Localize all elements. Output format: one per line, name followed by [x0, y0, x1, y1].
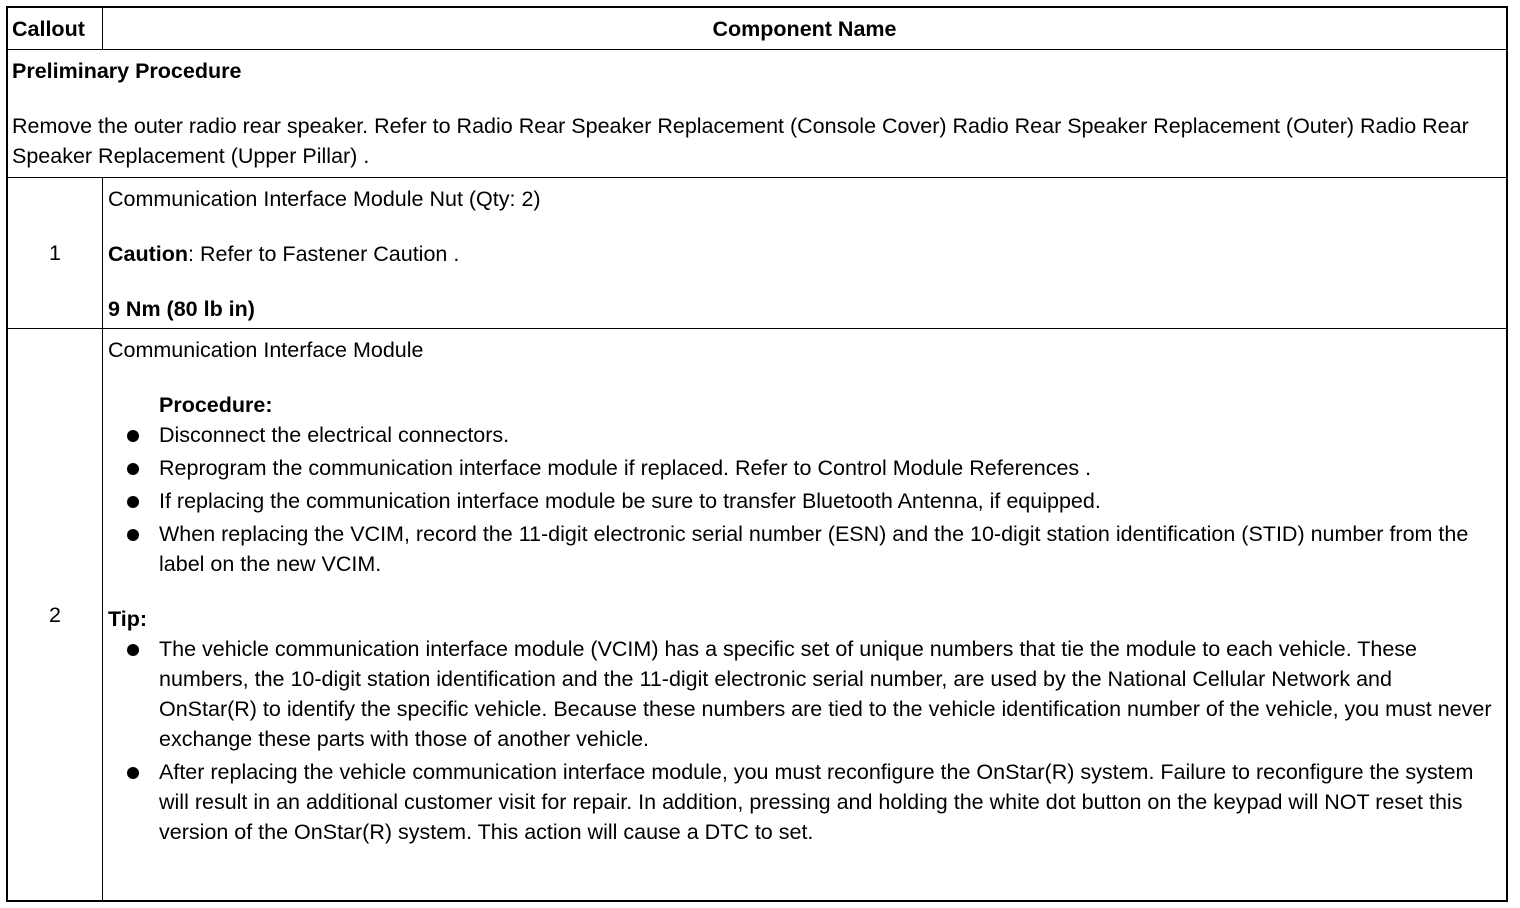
list-item: After replacing the vehicle communication interface module, you must reconfigure the OnStar(R) system. Failure to reconfigure the system will result in an additional customer visit for repair. In addition, pressing and holding the white dot button on the keypad will NOT reset this version of the OnStar(R) system. This action will cause a DTC to set. — [108, 757, 1494, 847]
list-item: Reprogram the communication interface module if replaced. Refer to Control Module References . — [108, 453, 1494, 483]
list-item: If replacing the communication interface module be sure to transfer Bluetooth Antenna, if equipped. — [108, 486, 1494, 516]
component-name-column-header: Component Name — [712, 16, 897, 41]
preliminary-procedure-row — [8, 50, 1506, 178]
callout-number: 2 — [8, 329, 103, 900]
table-row — [8, 178, 1506, 329]
caution-note — [108, 239, 1494, 269]
component-name: Communication Interface Module Nut (Qty: 2) — [108, 187, 541, 211]
preliminary-procedure-text: Remove the outer radio rear speaker. Refer to Radio Rear Speaker Replacement (Console Cover) Radio Rear Speaker Replacement (Outer) Radio Rear Speaker Replacement (Upper Pillar) . — [12, 114, 1469, 168]
caution-label: Caution — [108, 242, 189, 266]
callout-column-header: Callout — [8, 8, 103, 49]
component-table — [6, 6, 1508, 902]
list-item: When replacing the VCIM, record the 11-digit electronic serial number (ESN) and the 10-digit station identification (STID) number from the label on the new VCIM. — [108, 519, 1494, 579]
table-header-row — [8, 8, 1506, 50]
callout-number: 1 — [8, 178, 103, 328]
list-item: The vehicle communication interface module (VCIM) has a specific set of unique numbers that tie the module to each vehicle. These numbers, the 10-digit station identification and the 11-digit electronic serial number, are used by the National Cellular Network and OnStar(R) to identify the specific vehicle. Because these numbers are tied to the vehicle identification number of the vehicle, you must never exchange these parts with those of another vehicle. — [108, 634, 1494, 754]
preliminary-procedure-title: Preliminary Procedure — [12, 59, 242, 83]
table-row — [8, 329, 1506, 900]
procedure-steps-list — [108, 420, 1494, 579]
component-name: Communication Interface Module — [108, 338, 424, 362]
list-item: Disconnect the electrical connectors. — [108, 420, 1494, 450]
procedure-label: Procedure: — [159, 393, 273, 417]
torque-spec: 9 Nm (80 lb in) — [108, 297, 255, 321]
tips-list — [108, 634, 1494, 847]
caution-text: : Refer to Fastener Caution . — [188, 242, 460, 266]
tip-label: Tip: — [108, 607, 148, 631]
